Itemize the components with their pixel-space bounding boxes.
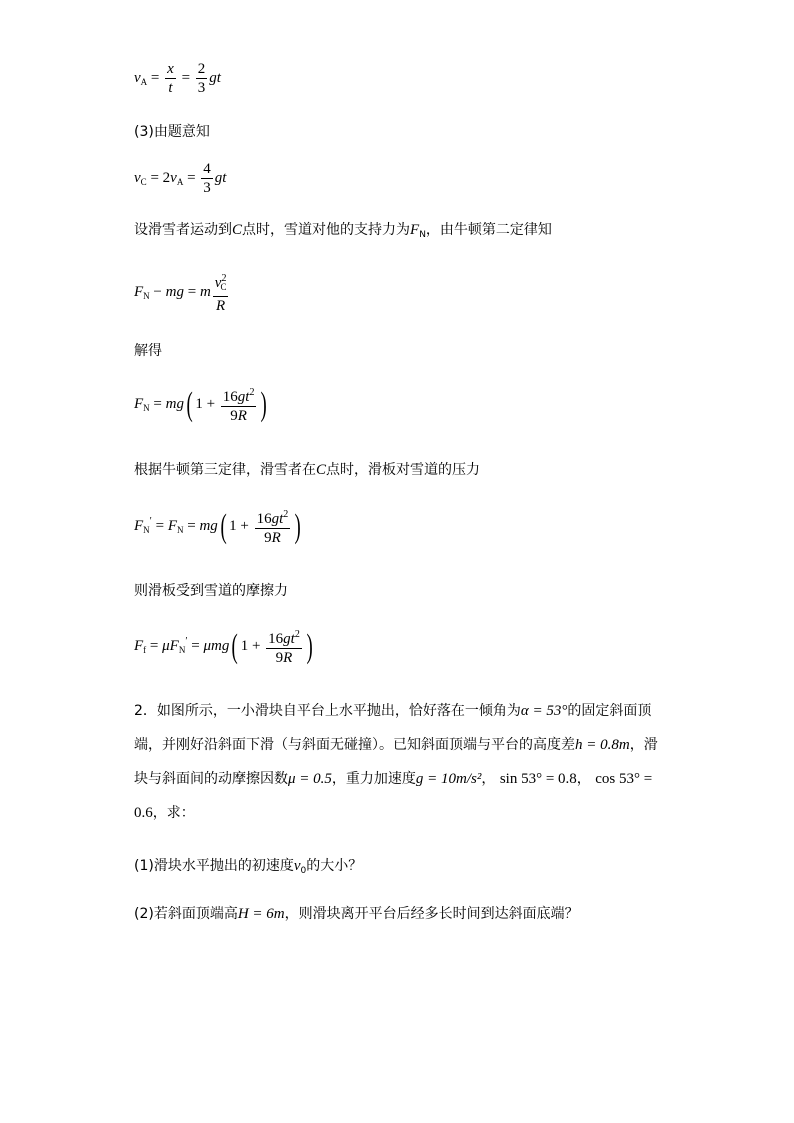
sentence-point-c: 设滑雪者运动到C点时，雪道对他的支持力为$F_N$，由牛顿第二定律知 bbox=[134, 222, 552, 240]
equation-newton-second: $F_N$ − mg = m $\frac{v^2_C}{R}$ bbox=[134, 270, 230, 315]
equation-va: $v_A$ = $\frac{x}{t}$ = $\frac{2}{3}$ gt bbox=[134, 61, 221, 96]
sentence-third-law: 根据牛顿第三定律，滑雪者在C点时，滑板对雪道的压力 bbox=[134, 462, 481, 478]
question-2: (2)若斜面顶端高H = 6m，则滑块离开平台后经多长时间到达斜面底端？ bbox=[134, 906, 579, 922]
equation-vc: $v_C = 2v_A$ = $\frac{4}{3}$ gt bbox=[134, 161, 227, 196]
solve-label: 解得 bbox=[134, 343, 162, 359]
sentence-friction: 则滑板受到雪道的摩擦力 bbox=[134, 583, 288, 599]
part3-heading: (3)由题意知 bbox=[134, 124, 210, 140]
question-1: (1)滑块水平抛出的初速度$v_0$的大小？ bbox=[134, 858, 363, 876]
problem-2-statement: 2．如图所示，一小滑块自平台上水平抛出，恰好落在一倾角为α = 53°的固定斜面顶端，并刚好沿斜面下滑（与斜面无碰撞）。已知斜面顶端与平台的高度差h = 0.8m，滑块与斜面间的动摩擦因数μ = 0.5，重力加速度g = 10m/s²， sin 53° = 0.8， cos 53° = 0.6，求： bbox=[134, 703, 658, 821]
equation-fn-prime: $F_N' = F_N = mg$( 1 + $\frac{16gt^2}{9R}$ ) bbox=[134, 507, 302, 546]
equation-fn: $F_N = mg$( 1 + $\frac{16gt^2}{9R}$ ) bbox=[134, 385, 268, 424]
equation-friction: $F_f = \mu F_N' = \mu mg$( 1 + $\frac{16gt^2}{9R}$ ) bbox=[134, 627, 313, 666]
